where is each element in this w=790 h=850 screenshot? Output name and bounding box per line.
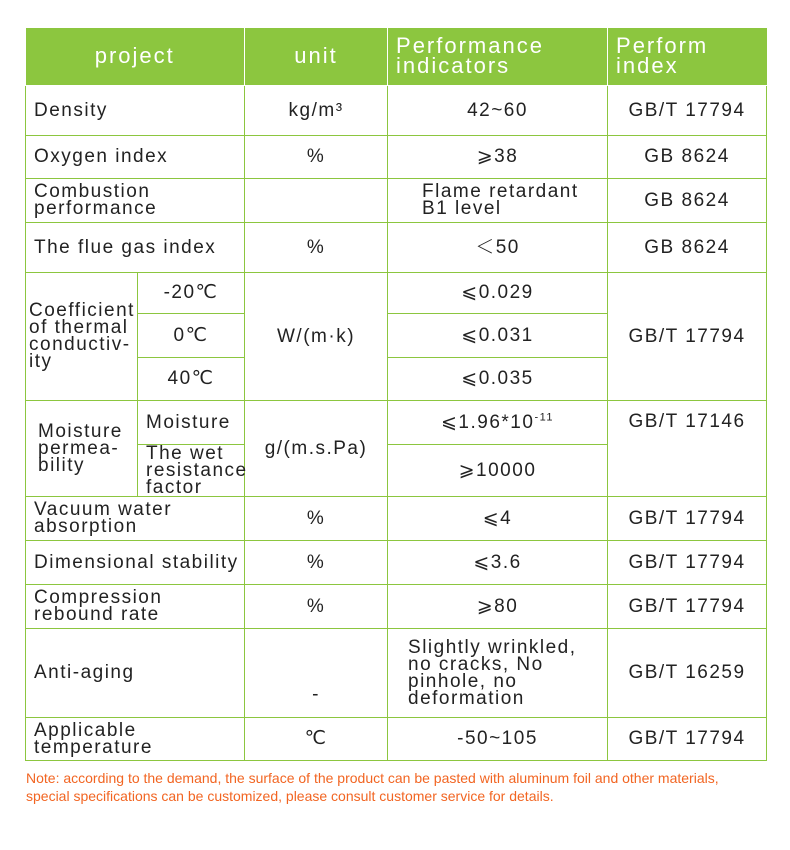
table-row [26, 178, 767, 222]
moisture-value-base: ⩽1.96*10 [441, 411, 535, 433]
row-value: Slightly wrinkled, no cracks, No pinhole, no deformation [388, 628, 608, 717]
header-perform-index: Perform index [608, 28, 767, 85]
header-row [26, 28, 767, 85]
moisture-unit: g/(m.s.Pa) [245, 400, 388, 496]
wet-resistance-label: The wet resistance factor [138, 444, 245, 496]
header-performance-indicators: Performance indicators [388, 28, 608, 85]
row-project: Applicable temperature [26, 717, 245, 760]
thermal-value: ⩽0.029 [388, 272, 608, 313]
thermal-temp: -20℃ [138, 272, 245, 313]
row-value: -50~105 [388, 717, 608, 760]
footnote: Note: according to the demand, the surface of the product can be pasted with aluminum foil and other materials, special specifications can be customized, please consult customer service for details. [26, 770, 719, 804]
row-project: Anti-aging [26, 628, 245, 717]
table-row [26, 135, 767, 178]
row-unit: % [245, 496, 388, 540]
moisture-value [388, 400, 608, 444]
thermal-value: ⩽0.031 [388, 313, 608, 357]
row-project: Combustion performance [26, 178, 245, 222]
table-row [26, 400, 767, 444]
row-project: Oxygen index [26, 135, 245, 178]
thermal-value: ⩽0.035 [388, 357, 608, 400]
table-row [26, 222, 767, 272]
thermal-temp: 40℃ [138, 357, 245, 400]
row-unit: % [245, 584, 388, 628]
table-row [26, 496, 767, 540]
thermal-project: Coefficient of thermal conductiv-ity [26, 272, 138, 400]
thermal-unit: W/(m·k) [245, 272, 388, 400]
moisture-project: Moisture permea-bility [26, 400, 138, 496]
row-unit: kg/m³ [245, 85, 388, 135]
table-row [26, 628, 767, 717]
row-value: 42~60 [388, 85, 608, 135]
row-project: The flue gas index [26, 222, 245, 272]
row-project: Dimensional stability [26, 540, 245, 584]
row-value: ⩽3.6 [388, 540, 608, 584]
row-unit [245, 178, 388, 222]
table-row [26, 584, 767, 628]
row-unit: ℃ [245, 717, 388, 760]
row-unit: % [245, 135, 388, 178]
row-value: ⩾38 [388, 135, 608, 178]
row-index: GB/T 17794 [608, 85, 767, 135]
header-unit: unit [245, 28, 388, 85]
thermal-temp: 0℃ [138, 313, 245, 357]
row-unit: - [245, 628, 388, 717]
row-index: GB 8624 [608, 178, 767, 222]
header-project: project [26, 28, 245, 85]
row-value: ⩽4 [388, 496, 608, 540]
moisture-index: GB/T 17146 [608, 400, 767, 496]
row-project: Compression rebound rate [26, 584, 245, 628]
wet-resistance-value: ⩾10000 [388, 444, 608, 496]
row-index: GB 8624 [608, 222, 767, 272]
spec-table [25, 28, 767, 761]
row-unit: % [245, 222, 388, 272]
row-project: Vacuum water absorption [26, 496, 245, 540]
row-value: ⩾80 [388, 584, 608, 628]
row-project: Density [26, 85, 245, 135]
row-index: GB/T 17794 [608, 496, 767, 540]
row-index: GB/T 17794 [608, 584, 767, 628]
row-index: GB/T 17794 [608, 540, 767, 584]
row-index: GB 8624 [608, 135, 767, 178]
table-row [26, 717, 767, 760]
moisture-sub-label: Moisture [138, 400, 245, 444]
row-value: ＜50 [388, 222, 608, 272]
table-row [26, 540, 767, 584]
row-unit: % [245, 540, 388, 584]
row-index: GB/T 17794 [608, 717, 767, 760]
table-row [26, 272, 767, 313]
thermal-index: GB/T 17794 [608, 272, 767, 400]
row-index: GB/T 16259 [608, 628, 767, 717]
row-value: Flame retardant B1 level [388, 178, 608, 222]
table-row [26, 85, 767, 135]
moisture-value-exponent: -11 [534, 411, 555, 424]
